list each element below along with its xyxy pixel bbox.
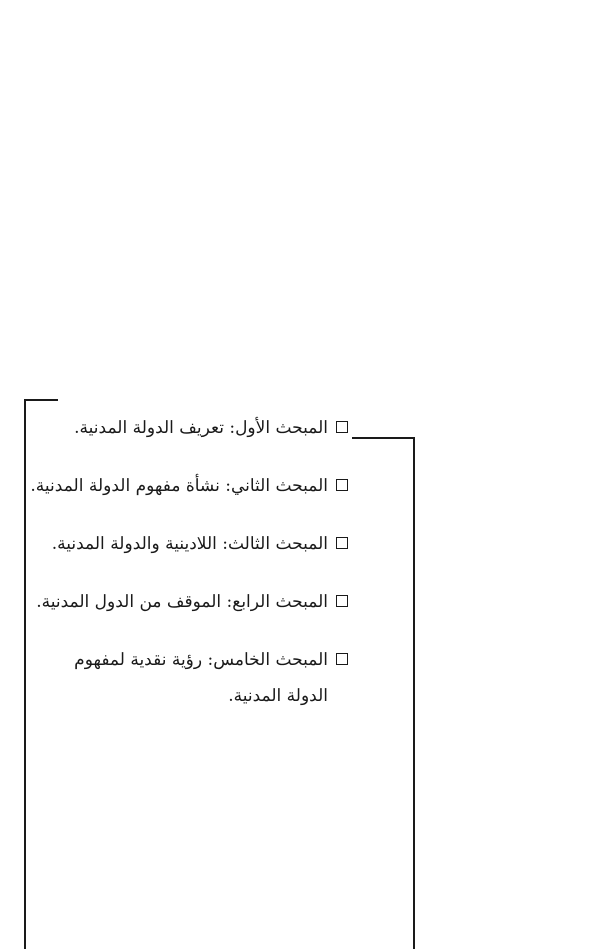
toc-item-1 (30, 410, 348, 446)
square-bullet-icon (336, 479, 348, 491)
toc-item-label: المبحث الثالث: اللادينية والدولة المدنية. (51, 534, 328, 554)
left-bracket-top-rule (24, 399, 58, 401)
toc-item-5 (30, 642, 348, 714)
toc-item-label: المبحث الثاني: نشأة مفهوم الدولة المدنية. (30, 476, 328, 496)
toc-item-label: المبحث الأول: تعريف الدولة المدنية. (74, 418, 328, 438)
left-bracket-vertical-rule (24, 399, 26, 949)
toc-item-2 (30, 468, 348, 504)
square-bullet-icon (336, 537, 348, 549)
toc-item-4 (30, 584, 348, 620)
toc-item-3 (30, 526, 348, 562)
right-bracket-top-rule (352, 437, 415, 439)
square-bullet-icon (336, 421, 348, 433)
toc-item-label: المبحث الخامس: رؤية نقدية لمفهوم الدولة المدنية. (74, 650, 328, 706)
square-bullet-icon (336, 653, 348, 665)
square-bullet-icon (336, 595, 348, 607)
right-bracket-vertical-rule (413, 437, 415, 949)
table-of-contents (30, 410, 348, 736)
toc-item-label: المبحث الرابع: الموقف من الدول المدنية. (36, 592, 328, 612)
